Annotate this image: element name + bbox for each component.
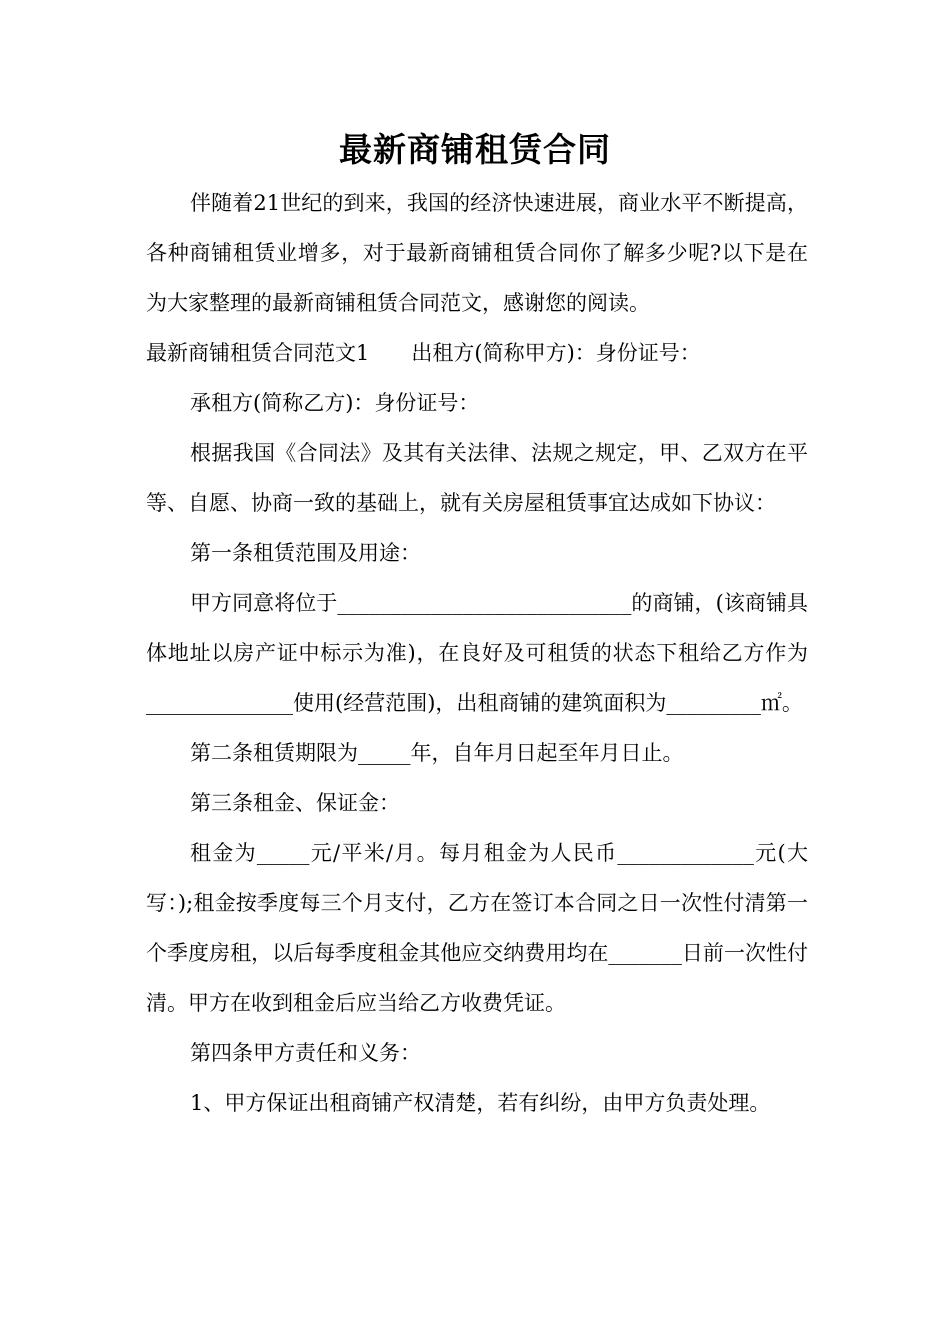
legal-basis-paragraph: 根据我国《合同法》及其有关法律、法规之规定，甲、乙双方在平等、自愿、协商一致的基础上，就有关房屋租赁事宜达成如下协议： [146, 441, 808, 515]
article-2-paragraph: 第二条租赁期限为_____年，自年月日起至年月日止。 [190, 741, 684, 765]
sample-heading-line [146, 328, 808, 378]
lessee-line: 承租方(简称乙方)：身份证号： [190, 391, 480, 415]
sample-heading: 最新商铺租赁合同范文1 [146, 341, 370, 365]
article-3-paragraph: 租金为_____元/平米/月。每月租金为人民币_____________元(大写：);租金按季度每三个月支付，乙方在签订本合同之日一次性付清第一个季度房租，以后每季度租金其他应交纳费用均在_______日前一次性付清。甲方在收到租金后应当给乙方收费凭证。 [146, 841, 808, 1015]
article-4-heading: 第四条甲方责任和义务： [190, 1041, 421, 1065]
article-1-heading: 第一条租赁范围及用途： [190, 541, 421, 565]
document-title: 最新商铺租赁合同 [339, 130, 611, 169]
lessor-line: 出租方(简称甲方)：身份证号： [411, 341, 701, 365]
article-4-item-1: 1、甲方保证出租商铺产权清楚，若有纠纷，由甲方负责处理。 [190, 1091, 771, 1115]
article-1-paragraph: 甲方同意将位于____________________________的商铺，(该商铺具体地址以房产证中标示为准)，在良好及可租赁的状态下租给乙方作为______________使用(经营范围)，出租商铺的建筑面积为_________㎡。 [146, 591, 808, 715]
document-body [146, 178, 808, 1128]
article-3-heading: 第三条租金、保证金： [190, 791, 400, 815]
intro-paragraph: 伴随着21世纪的到来，我国的经济快速进展，商业水平不断提高，各种商铺租赁业增多，对于最新商铺租赁合同你了解多少呢?以下是在为大家整理的最新商铺租赁合同范文，感谢您的阅读。 [146, 191, 808, 315]
